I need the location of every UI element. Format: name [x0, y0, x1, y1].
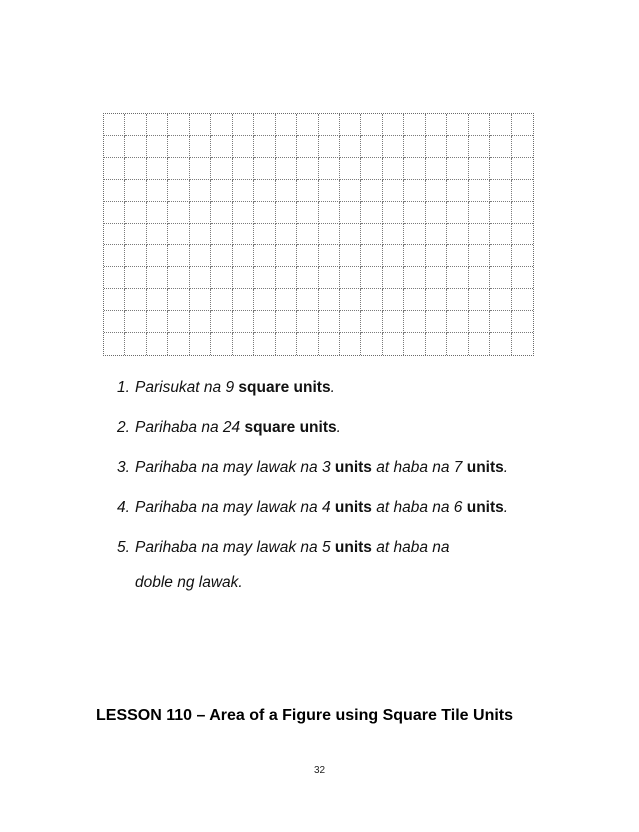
grid-cell: [297, 180, 318, 202]
grid-cell: [383, 158, 404, 180]
grid-cell: [147, 245, 168, 267]
grid-cell: [254, 224, 275, 246]
grid-cell: [104, 333, 125, 355]
grid-cell: [254, 245, 275, 267]
grid-cell: [469, 245, 490, 267]
grid-cell: [490, 245, 511, 267]
grid-cell: [233, 311, 254, 333]
grid-cell: [125, 114, 146, 136]
grid-cell: [404, 245, 425, 267]
grid-cell: [147, 267, 168, 289]
grid-cell: [190, 311, 211, 333]
grid-cell: [404, 136, 425, 158]
grid-cell: [276, 224, 297, 246]
grid-cell: [211, 180, 232, 202]
grid-cell: [276, 114, 297, 136]
item-number: 3.: [117, 459, 130, 476]
exercise-item-2: [117, 418, 547, 437]
grid-cell: [490, 289, 511, 311]
grid-cell: [340, 224, 361, 246]
grid-cell: [104, 158, 125, 180]
grid-cell: [168, 224, 189, 246]
grid-cell: [147, 180, 168, 202]
grid-cell: [340, 311, 361, 333]
exercise-item-1: [117, 378, 547, 397]
grid-cell: [168, 180, 189, 202]
grid-cell: [125, 180, 146, 202]
grid-cell: [190, 245, 211, 267]
grid-cell: [490, 158, 511, 180]
grid-cell: [404, 180, 425, 202]
exercise-list: [117, 378, 547, 613]
item-text: Parihaba na may lawak na 4 units at haba na 6 units.: [135, 499, 509, 516]
grid-cell: [469, 311, 490, 333]
grid-cell: [190, 136, 211, 158]
grid-cell: [361, 333, 382, 355]
grid-cell: [276, 180, 297, 202]
grid-cell: [125, 136, 146, 158]
grid-cell: [426, 267, 447, 289]
grid-cell: [147, 224, 168, 246]
grid-cell: [447, 267, 468, 289]
grid-cell: [426, 202, 447, 224]
grid-cell: [211, 333, 232, 355]
grid-cell: [426, 245, 447, 267]
grid-cell: [104, 202, 125, 224]
grid-cell: [190, 114, 211, 136]
grid-cell: [211, 158, 232, 180]
grid-cell: [254, 158, 275, 180]
grid-cell: [297, 311, 318, 333]
exercise-item-5: [117, 538, 547, 592]
grid-cell: [319, 333, 340, 355]
grid-cell: [404, 333, 425, 355]
grid-cell: [233, 180, 254, 202]
grid-cell: [319, 202, 340, 224]
grid-cell: [426, 180, 447, 202]
grid-cell: [340, 267, 361, 289]
grid-cell: [447, 224, 468, 246]
grid-cell: [297, 136, 318, 158]
grid-cell: [361, 136, 382, 158]
grid-cell: [276, 289, 297, 311]
grid-cell: [469, 289, 490, 311]
grid-cell: [297, 202, 318, 224]
grid-cell: [512, 202, 533, 224]
grid-cell: [125, 333, 146, 355]
grid-cell: [447, 333, 468, 355]
grid-cell: [190, 202, 211, 224]
grid-cell: [490, 224, 511, 246]
grid-cell: [276, 158, 297, 180]
grid-cell: [233, 202, 254, 224]
grid-cell: [254, 114, 275, 136]
grid-cell: [147, 114, 168, 136]
item-number: 1.: [117, 379, 130, 396]
grid-cell: [469, 180, 490, 202]
grid-cell: [383, 267, 404, 289]
grid-cell: [233, 245, 254, 267]
exercise-item-3: [117, 458, 547, 477]
item-number: 2.: [117, 419, 130, 436]
grid-cell: [190, 267, 211, 289]
grid-cell: [319, 136, 340, 158]
grid-cell: [190, 289, 211, 311]
grid-cell: [168, 267, 189, 289]
grid-cell: [168, 202, 189, 224]
exercise-item-4: [117, 498, 547, 517]
grid-cell: [254, 180, 275, 202]
grid-cell: [447, 180, 468, 202]
grid-cell: [512, 224, 533, 246]
grid-cell: [276, 136, 297, 158]
grid-cell: [190, 158, 211, 180]
grid-cell: [383, 136, 404, 158]
grid-cell: [404, 158, 425, 180]
grid-cell: [168, 136, 189, 158]
item-text: Parihaba na may lawak na 5 units at haba na doble ng lawak.: [135, 539, 450, 591]
grid-cell: [104, 180, 125, 202]
item-number: 5.: [117, 539, 130, 556]
grid-cell: [490, 311, 511, 333]
grid-cell: [319, 180, 340, 202]
grid-cell: [233, 136, 254, 158]
grid-cell: [254, 311, 275, 333]
grid-cell: [404, 114, 425, 136]
grid-cell: [168, 158, 189, 180]
grid-cell: [168, 245, 189, 267]
dotted-square-grid: [103, 113, 534, 356]
grid-cell: [147, 289, 168, 311]
grid-cell: [361, 267, 382, 289]
grid-cell: [319, 224, 340, 246]
grid-cell: [469, 158, 490, 180]
grid-cell: [147, 158, 168, 180]
grid-cell: [469, 333, 490, 355]
grid-cell: [512, 136, 533, 158]
grid-cell: [297, 224, 318, 246]
grid-cell: [276, 245, 297, 267]
grid-cell: [512, 180, 533, 202]
grid-cell: [340, 158, 361, 180]
grid-cell: [447, 311, 468, 333]
grid-cell: [469, 202, 490, 224]
grid-cell: [512, 289, 533, 311]
grid-cell: [490, 267, 511, 289]
grid-cell: [447, 289, 468, 311]
grid-cell: [361, 311, 382, 333]
grid-cell: [469, 114, 490, 136]
grid-cell: [383, 245, 404, 267]
grid-cell: [426, 136, 447, 158]
grid-cell: [125, 245, 146, 267]
item-text: Parihaba na 24 square units.: [135, 419, 341, 436]
grid-cell: [469, 136, 490, 158]
grid-cell: [383, 114, 404, 136]
grid-cell: [447, 245, 468, 267]
grid-cell: [104, 267, 125, 289]
grid-cell: [297, 267, 318, 289]
grid-cell: [490, 333, 511, 355]
grid-cell: [426, 158, 447, 180]
grid-cell: [276, 333, 297, 355]
grid-cell: [512, 267, 533, 289]
grid-cell: [340, 114, 361, 136]
grid-cell: [104, 289, 125, 311]
grid-cell: [426, 311, 447, 333]
grid-cell: [147, 136, 168, 158]
grid-cell: [319, 267, 340, 289]
grid-cell: [404, 202, 425, 224]
grid-cell: [361, 202, 382, 224]
grid-cell: [190, 224, 211, 246]
grid-cell: [168, 311, 189, 333]
grid-cell: [319, 311, 340, 333]
grid-cell: [404, 311, 425, 333]
grid-cell: [297, 333, 318, 355]
grid-cell: [361, 245, 382, 267]
grid-cell: [254, 136, 275, 158]
lesson-heading: LESSON 110 – Area of a Figure using Square Tile Units: [96, 707, 514, 724]
grid-cell: [125, 311, 146, 333]
grid-cell: [383, 311, 404, 333]
grid-cell: [297, 158, 318, 180]
grid-cell: [383, 202, 404, 224]
grid-cell: [276, 202, 297, 224]
grid-cell: [233, 289, 254, 311]
grid-cell: [147, 202, 168, 224]
grid-cell: [211, 136, 232, 158]
grid-cell: [211, 114, 232, 136]
grid-cell: [104, 245, 125, 267]
grid-cell: [512, 333, 533, 355]
grid-cell: [340, 245, 361, 267]
grid-cell: [233, 333, 254, 355]
grid-cell: [211, 267, 232, 289]
grid-cell: [104, 136, 125, 158]
grid-cell: [125, 158, 146, 180]
grid-cell: [254, 267, 275, 289]
grid-cell: [490, 180, 511, 202]
grid-cell: [490, 136, 511, 158]
grid-cell: [211, 245, 232, 267]
grid-cell: [190, 333, 211, 355]
grid-cell: [233, 114, 254, 136]
grid-cell: [512, 245, 533, 267]
grid-cell: [233, 158, 254, 180]
grid-cell: [383, 224, 404, 246]
grid-cell: [276, 311, 297, 333]
grid-cell: [383, 333, 404, 355]
grid-cell: [340, 202, 361, 224]
grid-cell: [211, 311, 232, 333]
grid-cell: [104, 114, 125, 136]
grid-cell: [340, 333, 361, 355]
grid-cell: [168, 333, 189, 355]
page-number: 32: [313, 765, 326, 776]
grid-cell: [104, 224, 125, 246]
grid-cell: [512, 311, 533, 333]
grid-cell: [469, 267, 490, 289]
grid-cell: [512, 158, 533, 180]
grid-cell: [404, 289, 425, 311]
grid-cell: [254, 333, 275, 355]
item-text: Parihaba na may lawak na 3 units at haba na 7 units.: [135, 459, 509, 476]
grid-cell: [104, 311, 125, 333]
grid-cell: [125, 289, 146, 311]
grid-cell: [340, 289, 361, 311]
grid-cell: [340, 136, 361, 158]
grid-cell: [297, 245, 318, 267]
grid-cell: [361, 224, 382, 246]
grid-cell: [361, 158, 382, 180]
grid-cell: [404, 267, 425, 289]
grid-cell: [254, 289, 275, 311]
grid-cell: [297, 114, 318, 136]
grid-cell: [211, 224, 232, 246]
grid-cell: [340, 180, 361, 202]
grid-cell: [319, 245, 340, 267]
grid-cell: [125, 202, 146, 224]
grid-cell: [319, 158, 340, 180]
grid-cell: [190, 180, 211, 202]
grid-cell: [211, 289, 232, 311]
grid-cell: [233, 224, 254, 246]
grid-cell: [361, 114, 382, 136]
grid-cell: [404, 224, 425, 246]
grid-cell: [233, 267, 254, 289]
grid-cell: [447, 202, 468, 224]
grid-cell: [211, 202, 232, 224]
grid-cell: [512, 114, 533, 136]
grid-cell: [147, 311, 168, 333]
grid-cell: [426, 114, 447, 136]
item-text: Parisukat na 9 square units.: [135, 379, 335, 396]
grid-cell: [125, 224, 146, 246]
grid-cell: [426, 333, 447, 355]
grid-cell: [383, 180, 404, 202]
grid-cell: [447, 158, 468, 180]
grid-cell: [383, 289, 404, 311]
grid-cell: [297, 289, 318, 311]
grid-cell: [168, 114, 189, 136]
item-number: 4.: [117, 499, 130, 516]
grid-cell: [469, 224, 490, 246]
grid-cell: [168, 289, 189, 311]
grid-cell: [276, 267, 297, 289]
grid-cell: [319, 114, 340, 136]
grid-cell: [490, 202, 511, 224]
grid-cell: [254, 202, 275, 224]
grid-cell: [319, 289, 340, 311]
grid-cell: [447, 114, 468, 136]
grid-cell: [447, 136, 468, 158]
grid-cell: [361, 289, 382, 311]
grid-cell: [147, 333, 168, 355]
grid-cell: [490, 114, 511, 136]
grid-cell: [426, 224, 447, 246]
grid-cell: [125, 267, 146, 289]
grid-cell: [361, 180, 382, 202]
grid-cell: [426, 289, 447, 311]
